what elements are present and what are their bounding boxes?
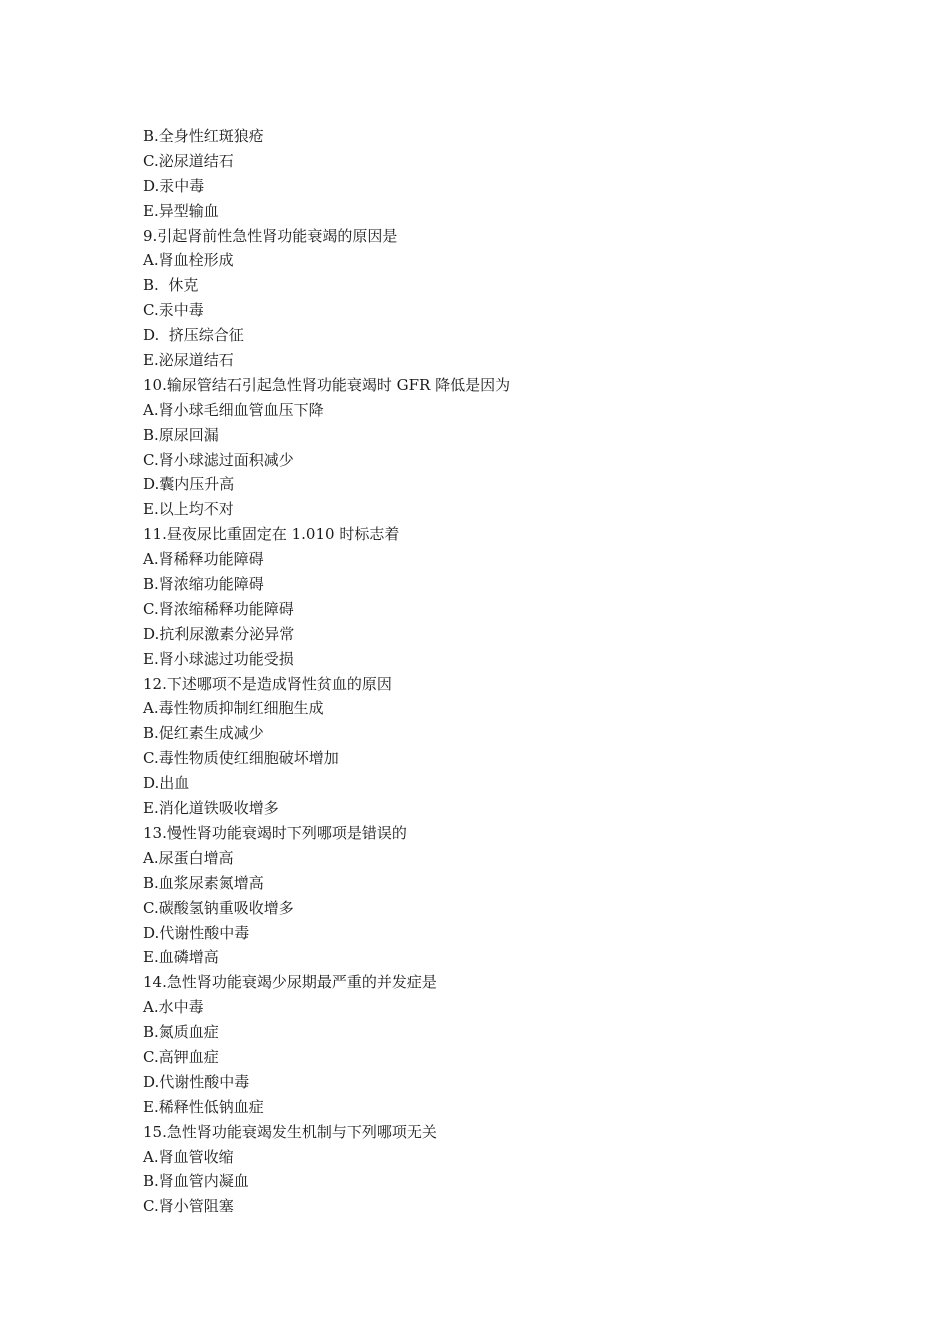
text-line: A.尿蛋白增高 xyxy=(143,848,234,867)
question-line: 12.下述哪项不是造成肾性贫血的原因 xyxy=(143,674,392,693)
text-line: E.血磷增高 xyxy=(143,948,219,967)
text-line: C.汞中毒 xyxy=(143,301,204,320)
text-line: B.促红素生成减少 xyxy=(143,724,264,743)
question-line: 15.急性肾功能衰竭发生机制与下列哪项无关 xyxy=(143,1122,437,1141)
text-line: A.水中毒 xyxy=(143,998,204,1017)
text-line: D.出血 xyxy=(143,774,190,793)
text-line: D.代谢性酸中毒 xyxy=(143,923,250,942)
question-line: 10.输尿管结石引起急性肾功能衰竭时 GFR 降低是因为 xyxy=(143,375,511,394)
text-line: B.原尿回漏 xyxy=(143,425,219,444)
text-line: A.毒性物质抑制红细胞生成 xyxy=(143,699,324,718)
text-line: D.代谢性酸中毒 xyxy=(143,1072,250,1091)
text-line: C.肾小管阻塞 xyxy=(143,1197,234,1216)
question-line: 13.慢性肾功能衰竭时下列哪项是错误的 xyxy=(143,823,407,842)
text-line: E.稀释性低钠血症 xyxy=(143,1097,264,1116)
document-page xyxy=(143,124,843,1219)
text-line: B.氮质血症 xyxy=(143,1023,219,1042)
text-line: E.消化道铁吸收增多 xyxy=(143,799,279,818)
text-line: E.泌尿道结石 xyxy=(143,351,234,370)
text-line: D.囊内压升高 xyxy=(143,475,235,494)
text-line: A.肾小球毛细血管血压下降 xyxy=(143,400,324,419)
text-line: B.肾浓缩功能障碍 xyxy=(143,575,264,594)
text-line: A.肾稀释功能障碍 xyxy=(143,550,264,569)
text-line: A.肾血管收缩 xyxy=(143,1147,234,1166)
question-line: 9.引起肾前性急性肾功能衰竭的原因是 xyxy=(143,226,398,245)
text-line: C.毒性物质使红细胞破坏增加 xyxy=(143,749,339,768)
text-line: B.血浆尿素氮增高 xyxy=(143,873,264,892)
text-line: C.高钾血症 xyxy=(143,1047,219,1066)
text-line: A.肾血栓形成 xyxy=(143,251,234,270)
text-line: B. 休克 xyxy=(143,276,199,295)
text-line: D.汞中毒 xyxy=(143,176,205,195)
text-line: B.全身性红斑狼疮 xyxy=(143,127,264,145)
text-line: C.碳酸氢钠重吸收增多 xyxy=(143,898,294,917)
text-line: C.泌尿道结石 xyxy=(143,151,234,170)
text-line: C.肾浓缩稀释功能障碍 xyxy=(143,599,294,618)
question-line: 11.昼夜尿比重固定在 1.010 时标志着 xyxy=(143,525,400,544)
question-line: 14.急性肾功能衰竭少尿期最严重的并发症是 xyxy=(143,973,437,992)
text-line: D. 挤压综合征 xyxy=(143,326,244,345)
text-line: E.以上均不对 xyxy=(143,500,234,519)
text-line: E.异型输血 xyxy=(143,201,219,220)
text-line: D.抗利尿激素分泌异常 xyxy=(143,624,295,643)
text-line: B.肾血管内凝血 xyxy=(143,1172,249,1191)
text-line: E.肾小球滤过功能受损 xyxy=(143,649,294,668)
text-line: C.肾小球滤过面积减少 xyxy=(143,450,294,469)
